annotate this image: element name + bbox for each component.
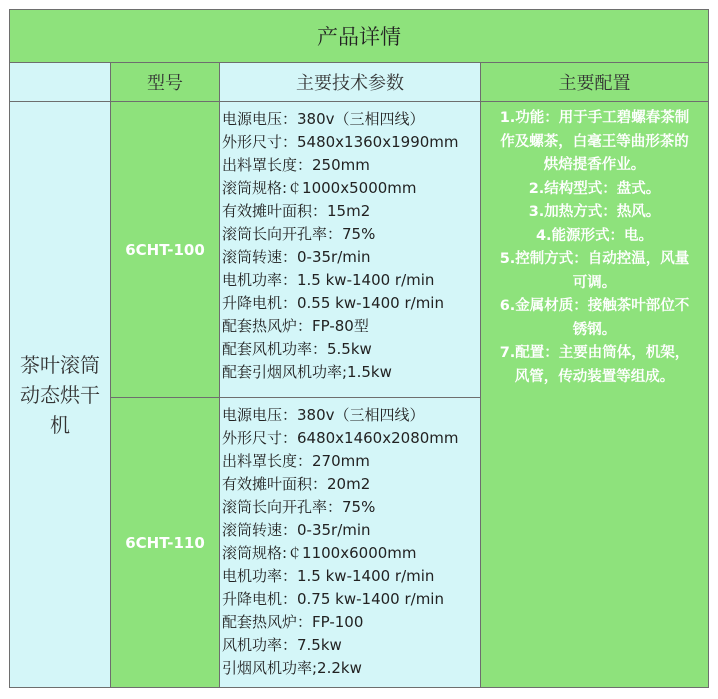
spec-line: 配套引烟风机功率;1.5kw	[222, 363, 392, 381]
spec-line: 电源电压：380v（三相四线）	[222, 406, 425, 424]
config-line: 3.加热方式：热风。	[528, 204, 661, 220]
spec-line: 有效摊叶面积：15m2	[222, 202, 371, 220]
table-title: 产品详情	[10, 10, 709, 63]
model-name-6cht-110: 6CHT-110	[111, 398, 220, 688]
config-line: 5.控制方式：自动控温，风量	[499, 251, 690, 267]
spec-line: 电源电压：380v（三相四线）	[222, 110, 425, 128]
spec-line: 出料罩长度：270mm	[222, 452, 370, 470]
header-config: 主要配置	[481, 63, 709, 102]
config-cell	[481, 102, 709, 688]
config-line: 风管，传动装置等组成。	[514, 368, 675, 385]
spec-line: 配套热风炉：FP-100	[222, 613, 364, 631]
header-blank-cell	[10, 63, 111, 102]
spec-line: 升降电机：0.55 kw-1400 r/min	[222, 294, 444, 312]
spec-line: 电机功率：1.5 kw-1400 r/min	[222, 271, 435, 289]
spec-line: 滚筒转速：0-35r/min	[222, 521, 371, 539]
spec-line: 滚筒规格:￠1000x5000mm	[222, 179, 417, 197]
spec-line: 出料罩长度：250mm	[222, 156, 370, 174]
specs-cell-6cht-100	[220, 102, 481, 398]
config-line: 4.能源形式：电。	[535, 227, 654, 244]
spec-line: 滚筒转速：0-35r/min	[222, 248, 371, 266]
spec-line: 外形尺寸：5480x1360x1990mm	[222, 133, 459, 151]
config-line: 可调。	[572, 274, 617, 291]
config-line: 烘焙提香作业。	[543, 157, 646, 173]
spec-line: 配套热风炉：FP-80型	[222, 317, 369, 335]
spec-line: 电机功率：1.5 kw-1400 r/min	[222, 567, 435, 585]
spec-line: 滚筒长向开孔率：75%	[222, 225, 376, 243]
config-line: 锈钢。	[572, 321, 617, 338]
model-name-6cht-100: 6CHT-100	[111, 102, 220, 398]
product-name-line: 动态烘干	[20, 382, 100, 407]
product-name-cell	[10, 102, 111, 688]
product-detail-table	[9, 9, 709, 688]
spec-line: 配套风机功率：5.5kw	[222, 340, 372, 358]
spec-line: 外形尺寸：6480x1460x2080mm	[222, 429, 459, 447]
spec-line: 风机功率：7.5kw	[222, 636, 342, 654]
spec-line: 升降电机：0.75 kw-1400 r/min	[222, 590, 444, 608]
spec-line: 滚筒长向开孔率：75%	[222, 498, 376, 516]
spec-line: 引烟风机功率;2.2kw	[222, 659, 362, 677]
spec-line: 滚筒规格:￠1100x6000mm	[222, 544, 417, 562]
config-line: 2.结构型式：盘式。	[528, 180, 661, 197]
config-line: 1.功能：用于手工碧螺春茶制	[499, 110, 690, 126]
header-model: 型号	[111, 63, 220, 102]
product-name-line: 茶叶滚筒	[20, 352, 100, 377]
product-name-line: 机	[50, 412, 70, 437]
config-line: 7.配置：主要由筒体，机架，	[499, 345, 690, 361]
header-specs: 主要技术参数	[220, 63, 481, 102]
config-line: 6.金属材质：接触茶叶部位不	[499, 298, 690, 314]
spec-line: 有效摊叶面积：20m2	[222, 475, 371, 493]
config-line: 作及螺茶，白毫王等曲形茶的	[500, 133, 689, 150]
specs-cell-6cht-110	[220, 398, 481, 688]
